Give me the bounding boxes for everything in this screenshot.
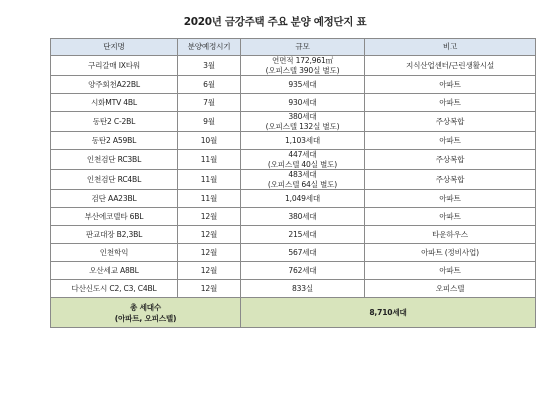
header-month: 분양예정시기: [178, 39, 241, 56]
cell-name: 시화MTV 4BL: [51, 94, 178, 112]
scale-sub: (오피스텔 64실 별도): [267, 179, 338, 189]
cell-scale: [241, 76, 365, 94]
scale-main: 1,103세대: [284, 135, 320, 145]
table-row: [51, 226, 536, 244]
header-note: 비고: [365, 39, 536, 56]
cell-scale: [241, 190, 365, 208]
cell-scale: [241, 132, 365, 150]
footer-label-cell: [51, 298, 241, 328]
cell-name: 구리갈매 IX타워: [51, 56, 178, 76]
scale-main: 215세대: [288, 229, 317, 239]
cell-month: 12월: [178, 208, 241, 226]
table-footer-row: [51, 298, 536, 328]
cell-name: 인천검단 RC3BL: [51, 150, 178, 170]
cell-note: 주상복합: [365, 112, 536, 132]
cell-name: 오산세교 A8BL: [51, 262, 178, 280]
cell-scale: [241, 208, 365, 226]
cell-name: 검단 AA23BL: [51, 190, 178, 208]
scale-sub: (오피스텔 390실 별도): [265, 65, 340, 75]
table-row: [51, 170, 536, 190]
table-row: [51, 94, 536, 112]
cell-month: 12월: [178, 244, 241, 262]
cell-scale: [241, 112, 365, 132]
cell-scale: [241, 56, 365, 76]
cell-note: 아파트: [365, 132, 536, 150]
cell-month: 6월: [178, 76, 241, 94]
header-name: 단지명: [51, 39, 178, 56]
cell-note: 아파트 (정비사업): [365, 244, 536, 262]
scale-main: 483세대: [288, 170, 317, 179]
cell-scale: [241, 226, 365, 244]
cell-month: 12월: [178, 262, 241, 280]
schedule-table: [50, 38, 536, 328]
scale-sub: (오피스텔 40실 별도): [267, 159, 338, 169]
cell-note: 타운하우스: [365, 226, 536, 244]
table-row: [51, 150, 536, 170]
scale-main: 1,049세대: [284, 193, 320, 203]
header-scale: 규모: [241, 39, 365, 56]
scale-main: 연면적 172,961㎡: [271, 56, 334, 65]
cell-name: 판교대장 B2,3BL: [51, 226, 178, 244]
cell-month: 7월: [178, 94, 241, 112]
cell-scale: [241, 94, 365, 112]
cell-name: 인천검단 RC4BL: [51, 170, 178, 190]
cell-name: 양주회천A22BL: [51, 76, 178, 94]
cell-scale: [241, 262, 365, 280]
table-row: [51, 112, 536, 132]
cell-note: 주상복합: [365, 170, 536, 190]
scale-main: 762세대: [288, 265, 317, 275]
cell-note: 아파트: [365, 94, 536, 112]
cell-month: 10월: [178, 132, 241, 150]
footer-label: 총 세대수: [130, 302, 161, 312]
scale-sub: (오피스텔 132실 별도): [265, 121, 340, 131]
table-row: [51, 190, 536, 208]
cell-scale: [241, 280, 365, 298]
cell-name: 부산에코델타 6BL: [51, 208, 178, 226]
cell-note: 아파트: [365, 208, 536, 226]
scale-main: 567세대: [288, 247, 317, 257]
cell-scale: [241, 170, 365, 190]
scale-main: 380세대: [288, 211, 317, 221]
scale-main: 380세대: [288, 112, 317, 121]
cell-note: 아파트: [365, 262, 536, 280]
cell-note: 오피스텔: [365, 280, 536, 298]
cell-name: 동탄2 A59BL: [51, 132, 178, 150]
cell-month: 11월: [178, 190, 241, 208]
cell-note: 주상복합: [365, 150, 536, 170]
cell-name: 동탄2 C-2BL: [51, 112, 178, 132]
scale-main: 833실: [291, 283, 314, 293]
scale-main: 447세대: [288, 150, 317, 159]
table-header-row: [51, 39, 536, 56]
table-row: [51, 76, 536, 94]
cell-month: 11월: [178, 170, 241, 190]
cell-month: 3월: [178, 56, 241, 76]
table-row: [51, 132, 536, 150]
cell-scale: [241, 244, 365, 262]
footer-total: 8,710세대: [241, 298, 536, 328]
table-row: [51, 208, 536, 226]
footer-label-sub: (아파트, 오피스텔): [114, 313, 177, 323]
scale-main: 935세대: [288, 79, 317, 89]
cell-month: 12월: [178, 226, 241, 244]
cell-month: 12월: [178, 280, 241, 298]
table-row: [51, 244, 536, 262]
document-title: 2020년 금강주택 주요 분양 예정단지 표: [183, 16, 367, 28]
cell-name: 인천학익: [51, 244, 178, 262]
cell-month: 11월: [178, 150, 241, 170]
table-row: [51, 262, 536, 280]
table-row: [51, 280, 536, 298]
cell-note: 지식산업센터/근린생활시설: [365, 56, 536, 76]
table-row: [51, 56, 536, 76]
cell-month: 9월: [178, 112, 241, 132]
scale-main: 930세대: [288, 97, 317, 107]
cell-scale: [241, 150, 365, 170]
cell-name: 다산신도시 C2, C3, C4BL: [51, 280, 178, 298]
cell-note: 아파트: [365, 76, 536, 94]
cell-note: 아파트: [365, 190, 536, 208]
